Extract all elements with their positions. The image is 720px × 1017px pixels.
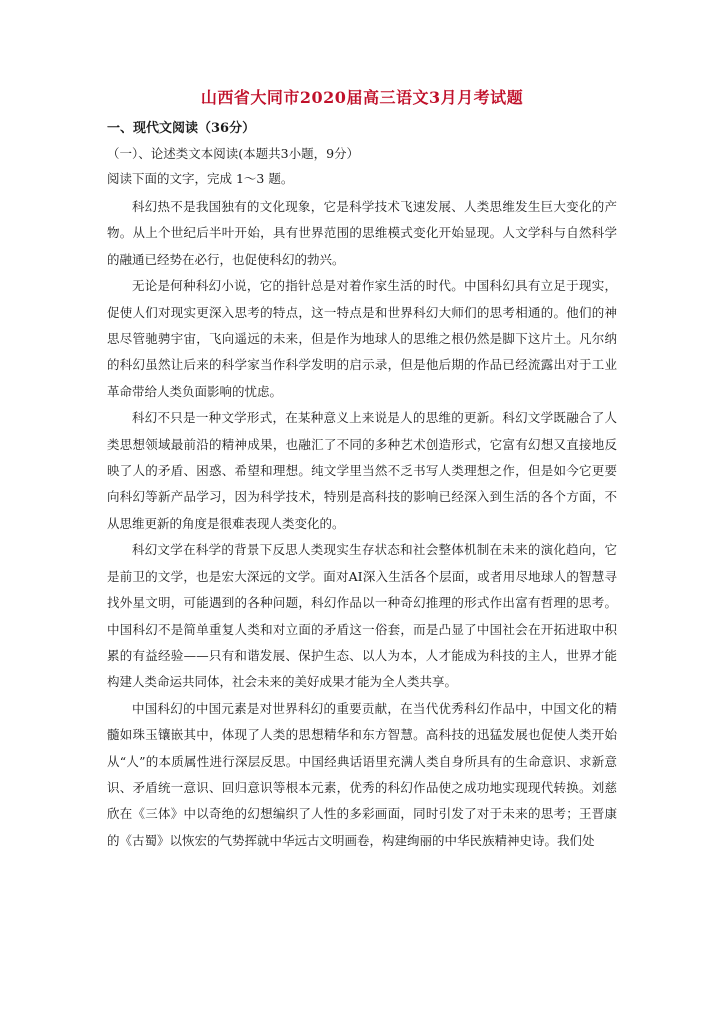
paragraph: 中国科幻的中国元素是对世界科幻的重要贡献，在当代优秀科幻作品中，中国文化的精髓如珠玉镶嵌其中，体现了人类的思想精华和东方智慧。高科技的迅猛发展也促使人类开始从“人”的本质属性进行深层反思。中国经典话语里充满人类自身所具有的生命意识、求新意识、矛盾统一意识、回归意识等根本元素，优秀的科幻作品使之成功地实现现代转换。刘慈欣在《三体》中以奇绝的幻想编织了人性的多彩画面，同时引发了对于未来的思考；王晋康的《古蜀》以恢宏的气势挥就中华远古文明画卷，构建绚丽的中华民族精神史诗。我们处 (107, 700, 617, 848)
paragraph: 科幻不只是一种文学形式，在某种意义上来说是人的思维的更新。科幻文学既融合了人类思想领域最前沿的精神成果，也融汇了不同的多种艺术创造形式，它富有幻想又直接地反映了人的矛盾、困惑、希望和理想。纯文学里当然不乏书写人类理想之作，但是如今它更要向科幻等新产品学习，因为科学技术，特别是高科技的影响已经深入到生活的各个方面，不从思维更新的角度是很难表现人类变化的。 (107, 410, 617, 531)
paragraph: 无论是何种科幻小说，它的指针总是对着作家生活的时代。中国科幻具有立足于现实，促使人们对现实更深入思考的特点，这一特点是和世界科幻大师们的思考相通的。他们的神思尽管驰骋宇宙，飞向遥远的未来，但是作为地球人的思维之根仍然是脚下这片土。凡尔纳的科幻虽然让后来的科学家当作科学发明的启示录，但是他后期的作品已经流露出对于工业革命带给人类负面影响的忧虑。 (107, 278, 617, 399)
reading-instruction: 阅读下面的文字，完成 1～3 题。 (107, 171, 294, 186)
document-page (107, 88, 617, 854)
sub-heading: （一）、论述类文本阅读(本题共3小题，9分） (107, 146, 360, 161)
section-heading: 一、现代文阅读（36分） (107, 121, 256, 136)
paragraph: 科幻热不是我国独有的文化现象，它是科学技术飞速发展、人类思维发生巨大变化的产物。从上个世纪后半叶开始，具有世界范围的思维模式变化开始显现。人文学科与自然科学的融通已经势在必行，也促使科幻的勃兴。 (107, 199, 617, 267)
document-title: 山西省大同市2020届高三语文3月月考试题 (200, 88, 524, 107)
paragraph: 科幻文学在科学的背景下反思人类现实生存状态和社会整体机制在未来的演化趋向，它是前卫的文学，也是宏大深远的文学。面对AI深入生活各个层面，或者用尽地球人的智慧寻找外星文明，可能遇到的各种问题，科幻作品以一种奇幻推理的形式作出富有哲理的思考。中国科幻不是简单重复人类和对立面的矛盾这一俗套，而是凸显了中国社会在开拓进取中积累的有益经验——只有和谐发展、保护生态、以人为本，人才能成为科技的主人，世界才能构建人类命运共同体，社会未来的美好成果才能为全人类共享。 (107, 542, 617, 690)
